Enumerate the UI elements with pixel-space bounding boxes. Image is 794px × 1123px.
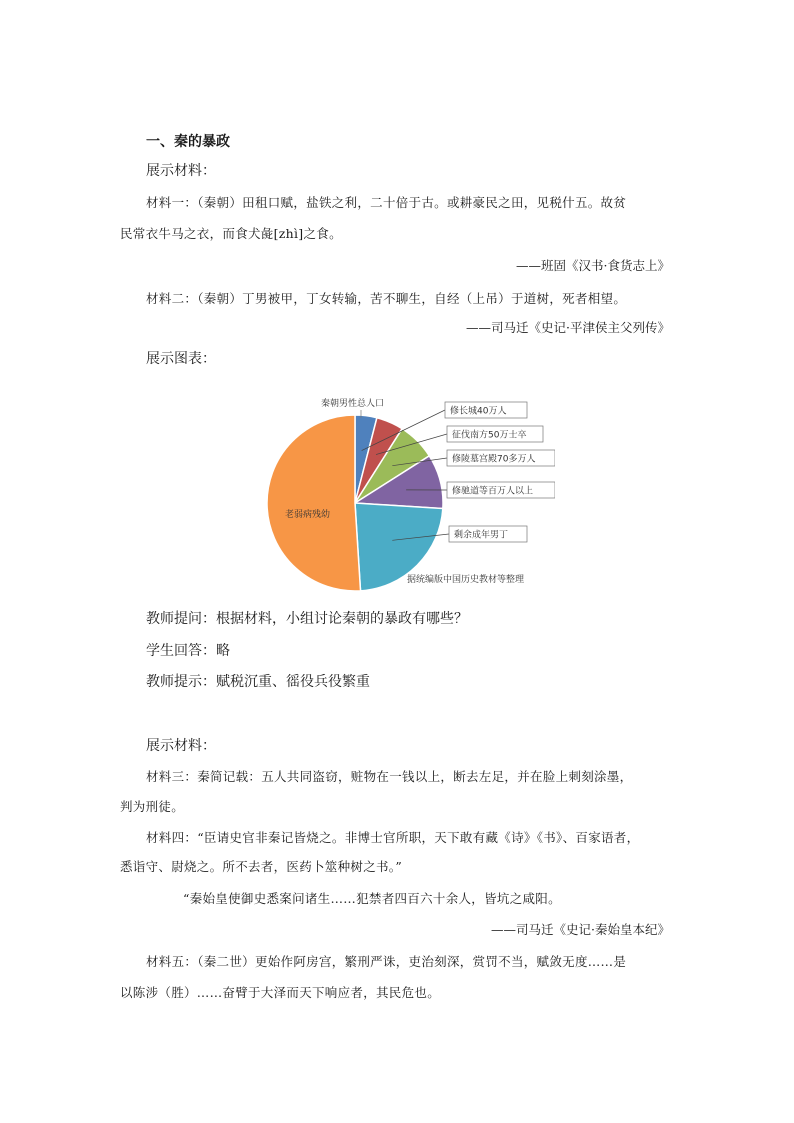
material-1-line-2: 民常衣牛马之衣，而食犬彘[zhì]之食。 xyxy=(120,226,342,241)
material-2-text: 材料二：（秦朝）丁男被甲，丁女转输，苦不聊生，自经（上吊）于道树，死者相望。 xyxy=(146,291,627,306)
student-answer: 学生回答：略 xyxy=(146,643,230,659)
slice-label: 剩余成年男丁 xyxy=(454,530,509,541)
material-5-line-1: 材料五：（秦二世）更始作阿房宫，繁刑严诛，吏治刻深，赏罚不当，赋敛无度……是 xyxy=(146,954,627,969)
material-2-source: ——司马迁《史记·平津侯主父列传》 xyxy=(466,320,670,335)
material-3-line-1: 材料三：秦简记载：五人共同盗窃，赃物在一钱以上，断去左足，并在脸上刺刻涂墨， xyxy=(146,769,633,784)
material-4-source: ——司马迁《史记·秦始皇本纪》 xyxy=(491,922,670,937)
material-4-line-3: “秦始皇使御史悉案问诸生……犯禁者四百六十余人，皆坑之咸阳。 xyxy=(183,891,561,906)
material-5-line-2: 以陈涉（胜）……奋臂于大泽而天下响应者，其民危也。 xyxy=(120,985,441,1000)
material-1-source: ——班固《汉书·食货志上》 xyxy=(516,258,670,273)
teacher-hint: 教师提示：赋税沉重、徭役兵役繁重 xyxy=(146,674,370,690)
section-title: 一、秦的暴政 xyxy=(146,134,230,150)
slice-label: 修长城40万人 xyxy=(450,406,507,417)
slice-label: 修陵墓宫殿70多万人 xyxy=(452,454,536,465)
chart-title: 秦朝男性总人口 xyxy=(321,399,385,409)
slice-label: 老弱病残幼 xyxy=(285,510,331,520)
show-chart-heading: 展示图表： xyxy=(146,351,216,367)
show-material-heading-2: 展示材料： xyxy=(146,738,216,754)
material-4-line-1: 材料四：“臣请史官非秦记皆烧之。非博士官所职，天下敢有藏《诗》《书》、百家语者， xyxy=(146,830,640,845)
show-material-heading: 展示材料： xyxy=(146,163,216,179)
slice-label: 征伐南方50万士卒 xyxy=(452,430,527,441)
material-3-line-2: 判为刑徒。 xyxy=(120,799,185,814)
material-1-line-1: 材料一：（秦朝）田租口赋，盐铁之利，二十倍于古。或耕豪民之田，见税什五。故贫 xyxy=(146,195,627,210)
slice-label: 修驰道等百万人以上 xyxy=(452,486,534,497)
pie-slice xyxy=(267,415,361,591)
teacher-question: 教师提问：根据材料，小组讨论秦朝的暴政有哪些？ xyxy=(146,611,468,627)
material-4-line-2: 悉诣守、尉烧之。所不去者，医药卜筮种树之书。” xyxy=(120,859,403,874)
chart-note: 据统编版中国历史教材等整理 xyxy=(407,575,525,585)
population-pie-chart xyxy=(255,392,555,592)
